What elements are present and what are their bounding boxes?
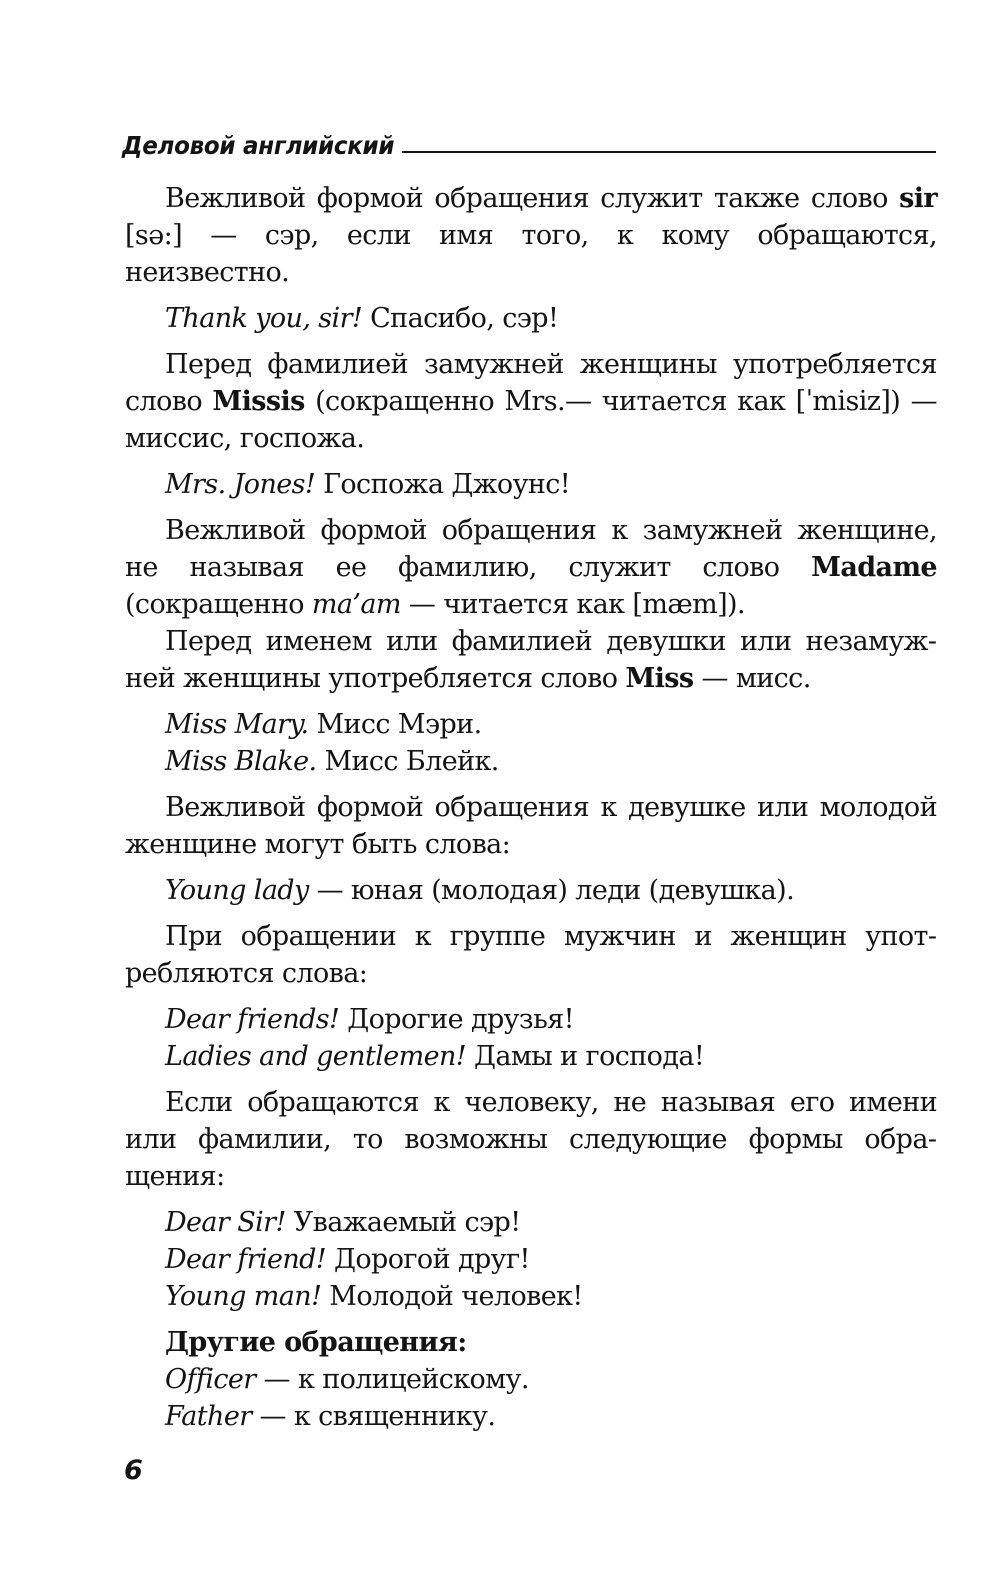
text: — мисс. (693, 663, 811, 694)
example (125, 300, 937, 337)
example-translation: Уважаемый сэр! (285, 1207, 521, 1238)
paragraph-miss (125, 623, 937, 697)
example-english: Ladies and gentlemen! (165, 1041, 467, 1072)
paragraph-madame (125, 512, 937, 623)
example-translation: Дамы и господа! (466, 1041, 705, 1072)
paragraph-group (125, 918, 937, 992)
example-english: Dear friend! (165, 1244, 327, 1275)
header-rule (402, 151, 936, 153)
section-heading: Другие обращения: (165, 1327, 467, 1358)
page-number: 6 (124, 1455, 143, 1486)
body-text (125, 180, 937, 1435)
example (125, 1001, 937, 1038)
example (125, 1241, 937, 1278)
running-header (122, 124, 936, 160)
paragraph-no-name (125, 1084, 937, 1195)
example-english: Mrs. Jones! (165, 469, 316, 500)
example-translation: — к священнику. (251, 1401, 496, 1432)
example-english: Young man! (165, 1281, 322, 1312)
example (125, 1278, 937, 1315)
example-translation: Молодой человек! (321, 1281, 583, 1312)
example-translation: Мисс Блейк. (316, 746, 499, 777)
example (125, 466, 937, 503)
header-title: Деловой английский (122, 131, 395, 160)
text: — читается как [mæm]). (400, 589, 745, 620)
example (125, 1361, 937, 1398)
example-english: Thank you, sir! (165, 303, 363, 334)
term-missis: Missis (212, 386, 305, 417)
term-miss: Miss (625, 663, 694, 694)
example (125, 706, 937, 743)
example-english: Miss Mary. (165, 709, 309, 740)
text: [sə:] — сэр, если имя того, к кому обращаются, неизвестно. (125, 220, 937, 288)
term-madame: Madame (811, 552, 937, 583)
example-translation: Госпожа Джоунс! (315, 469, 571, 500)
text: Если обращаются к человеку, не называя его имени или фамилии, то возможны следующие формы обращения: (125, 1087, 937, 1192)
example (125, 1204, 937, 1241)
example (125, 872, 937, 909)
text: (сокращенно (125, 589, 312, 620)
example-english: Young lady (165, 875, 309, 906)
example-english: Dear Sir! (165, 1207, 286, 1238)
example (125, 743, 937, 780)
text: (сокращенно Mrs.— читается как [ˈmisiz]) — миссис, госпожа. (125, 386, 937, 454)
text: Перед именем или фамилией девушки или незамужней женщины употребляется слово (125, 626, 937, 694)
example-translation: Дорогой друг! (326, 1244, 530, 1275)
example-translation: — юная (молодая) леди (девушка). (308, 875, 795, 906)
example (125, 1038, 937, 1075)
example-english: Miss Blake. (165, 746, 317, 777)
example-translation: — к полицейскому. (255, 1364, 529, 1395)
text: Вежливой формой обращения служит также слово (165, 183, 900, 214)
term-maam: ma’am (311, 589, 401, 620)
text: Перед фамилией замужней женщины употребляется слово (125, 349, 937, 417)
example-english: Officer (165, 1364, 256, 1395)
paragraph-young-woman (125, 789, 937, 863)
example (125, 1398, 937, 1435)
term-sir: sir (899, 183, 937, 214)
paragraph-sir (125, 180, 937, 291)
example-english: Dear friends! (165, 1004, 340, 1035)
example-translation: Дорогие друзья! (339, 1004, 574, 1035)
example-translation: Спасибо, сэр! (362, 303, 559, 334)
example-english: Father (165, 1401, 252, 1432)
paragraph-missis (125, 346, 937, 457)
example-translation: Мисс Мэри. (308, 709, 482, 740)
text: При обращении к группе мужчин и женщин употребляются слова: (125, 921, 937, 989)
text: Вежливой формой обращения к замужней женщине, не называя ее фамилию, служит слово (125, 515, 937, 583)
text: Вежливой формой обращения к девушке или молодой женщине могут быть слова: (125, 792, 937, 860)
